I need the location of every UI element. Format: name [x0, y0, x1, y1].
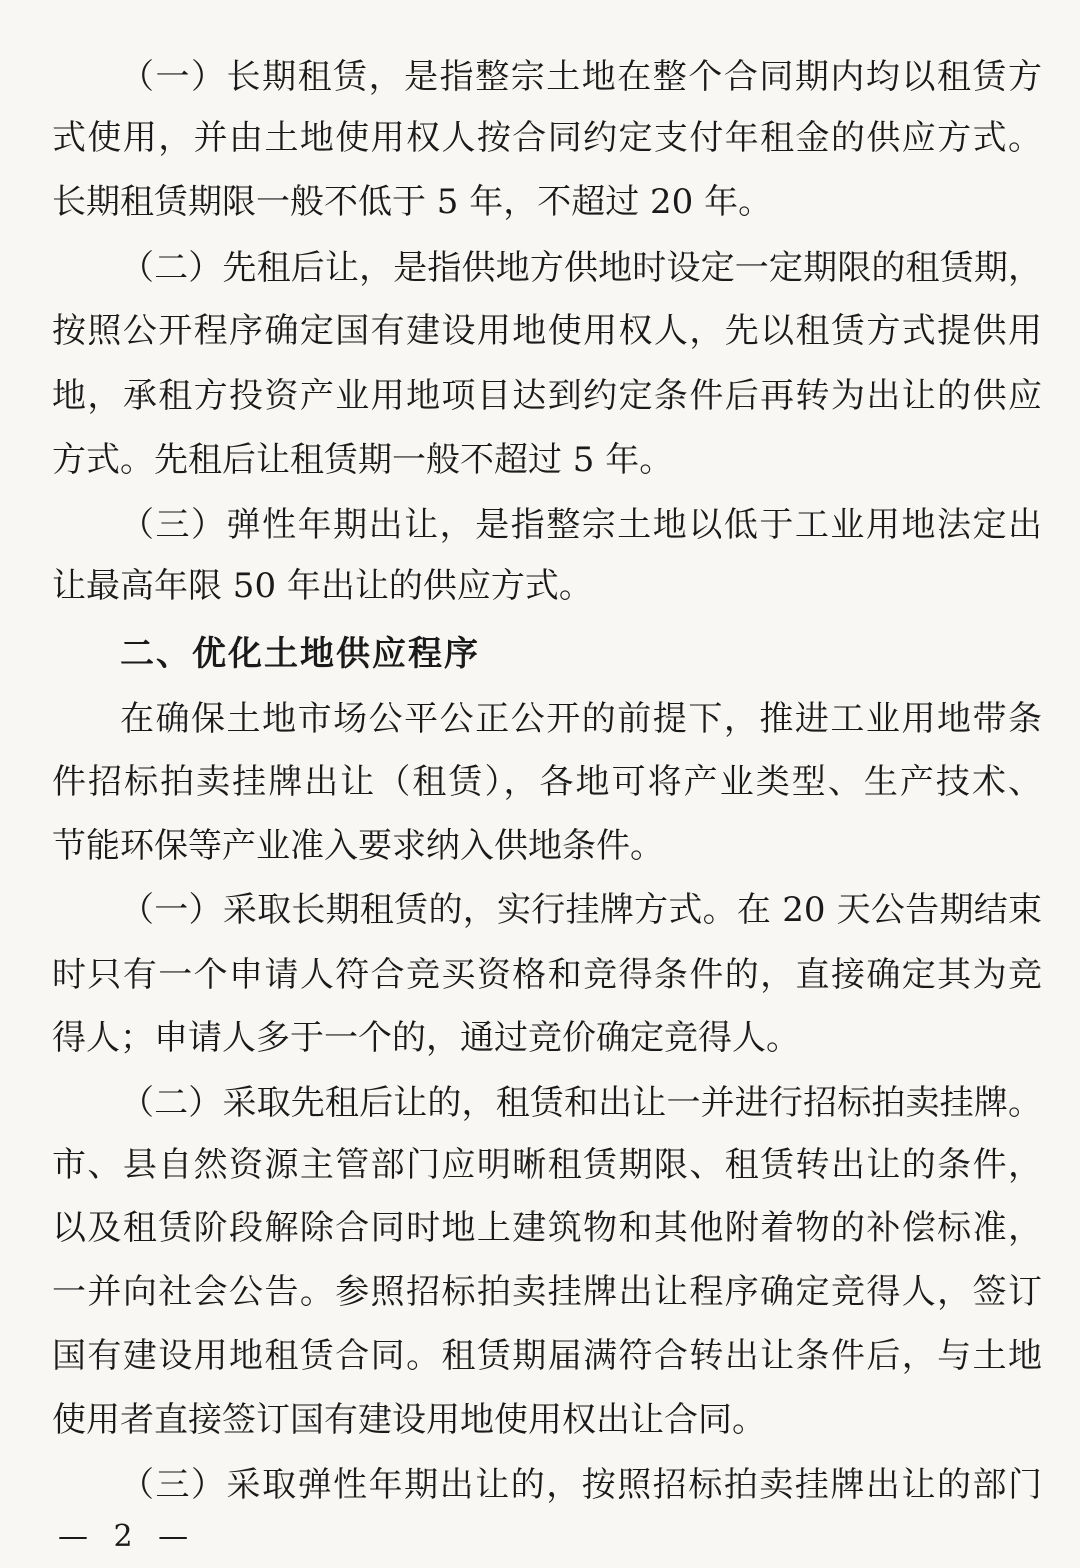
paragraph-line: 长期租赁期限一般不低于 5 年，不超过 20 年。: [52, 182, 773, 222]
paragraph-line: （一）采取长期租赁的，实行挂牌方式。在 20 天公告期结束: [120, 890, 1042, 930]
paragraph-line: 国有建设用地租赁合同。租赁期届满符合转出让条件后，与土地: [52, 1336, 1042, 1376]
paragraph-line: （三）弹性年期出让，是指整宗土地以低于工业用地法定出: [120, 505, 1042, 545]
paragraph-line: 以及租赁阶段解除合同时地上建筑物和其他附着物的补偿标准，: [52, 1208, 1042, 1248]
page-number: — 2 —: [58, 1519, 197, 1554]
paragraph-line: 使用者直接签订国有建设用地使用权出让合同。: [52, 1400, 766, 1440]
paragraph-line: 地，承租方投资产业用地项目达到约定条件后再转为出让的供应: [52, 376, 1042, 416]
paragraph-line: 得人；申请人多于一个的，通过竞价确定竞得人。: [52, 1018, 800, 1058]
paragraph-line: 一并向社会公告。参照招标拍卖挂牌出让程序确定竞得人，签订: [52, 1272, 1042, 1312]
paragraph-line: （三）采取弹性年期出让的，按照招标拍卖挂牌出让的部门: [120, 1465, 1042, 1505]
paragraph-line: （二）采取先租后让的，租赁和出让一并进行招标拍卖挂牌。: [120, 1083, 1042, 1123]
paragraph-line: 节能环保等产业准入要求纳入供地条件。: [52, 826, 664, 866]
section-heading: 二、优化土地供应程序: [120, 634, 480, 674]
paragraph-line: （一）长期租赁，是指整宗土地在整个合同期内均以租赁方: [120, 57, 1042, 97]
paragraph-line: （二）先租后让，是指供地方供地时设定一定期限的租赁期，: [120, 248, 1042, 288]
paragraph-line: 在确保土地市场公平公正公开的前提下，推进工业用地带条: [120, 699, 1042, 739]
paragraph-line: 让最高年限 50 年出让的供应方式。: [52, 566, 593, 606]
paragraph-line: 按照公开程序确定国有建设用地使用权人，先以租赁方式提供用: [52, 311, 1042, 351]
paragraph-line: 式使用，并由土地使用权人按合同约定支付年租金的供应方式。: [52, 118, 1042, 158]
paragraph-line: 方式。先租后让租赁期一般不超过 5 年。: [52, 440, 674, 480]
paragraph-line: 时只有一个申请人符合竞买资格和竞得条件的，直接确定其为竞: [52, 955, 1042, 995]
paragraph-line: 件招标拍卖挂牌出让（租赁），各地可将产业类型、生产技术、: [52, 762, 1042, 802]
paragraph-line: 市、县自然资源主管部门应明晰租赁期限、租赁转出让的条件，: [52, 1145, 1042, 1185]
